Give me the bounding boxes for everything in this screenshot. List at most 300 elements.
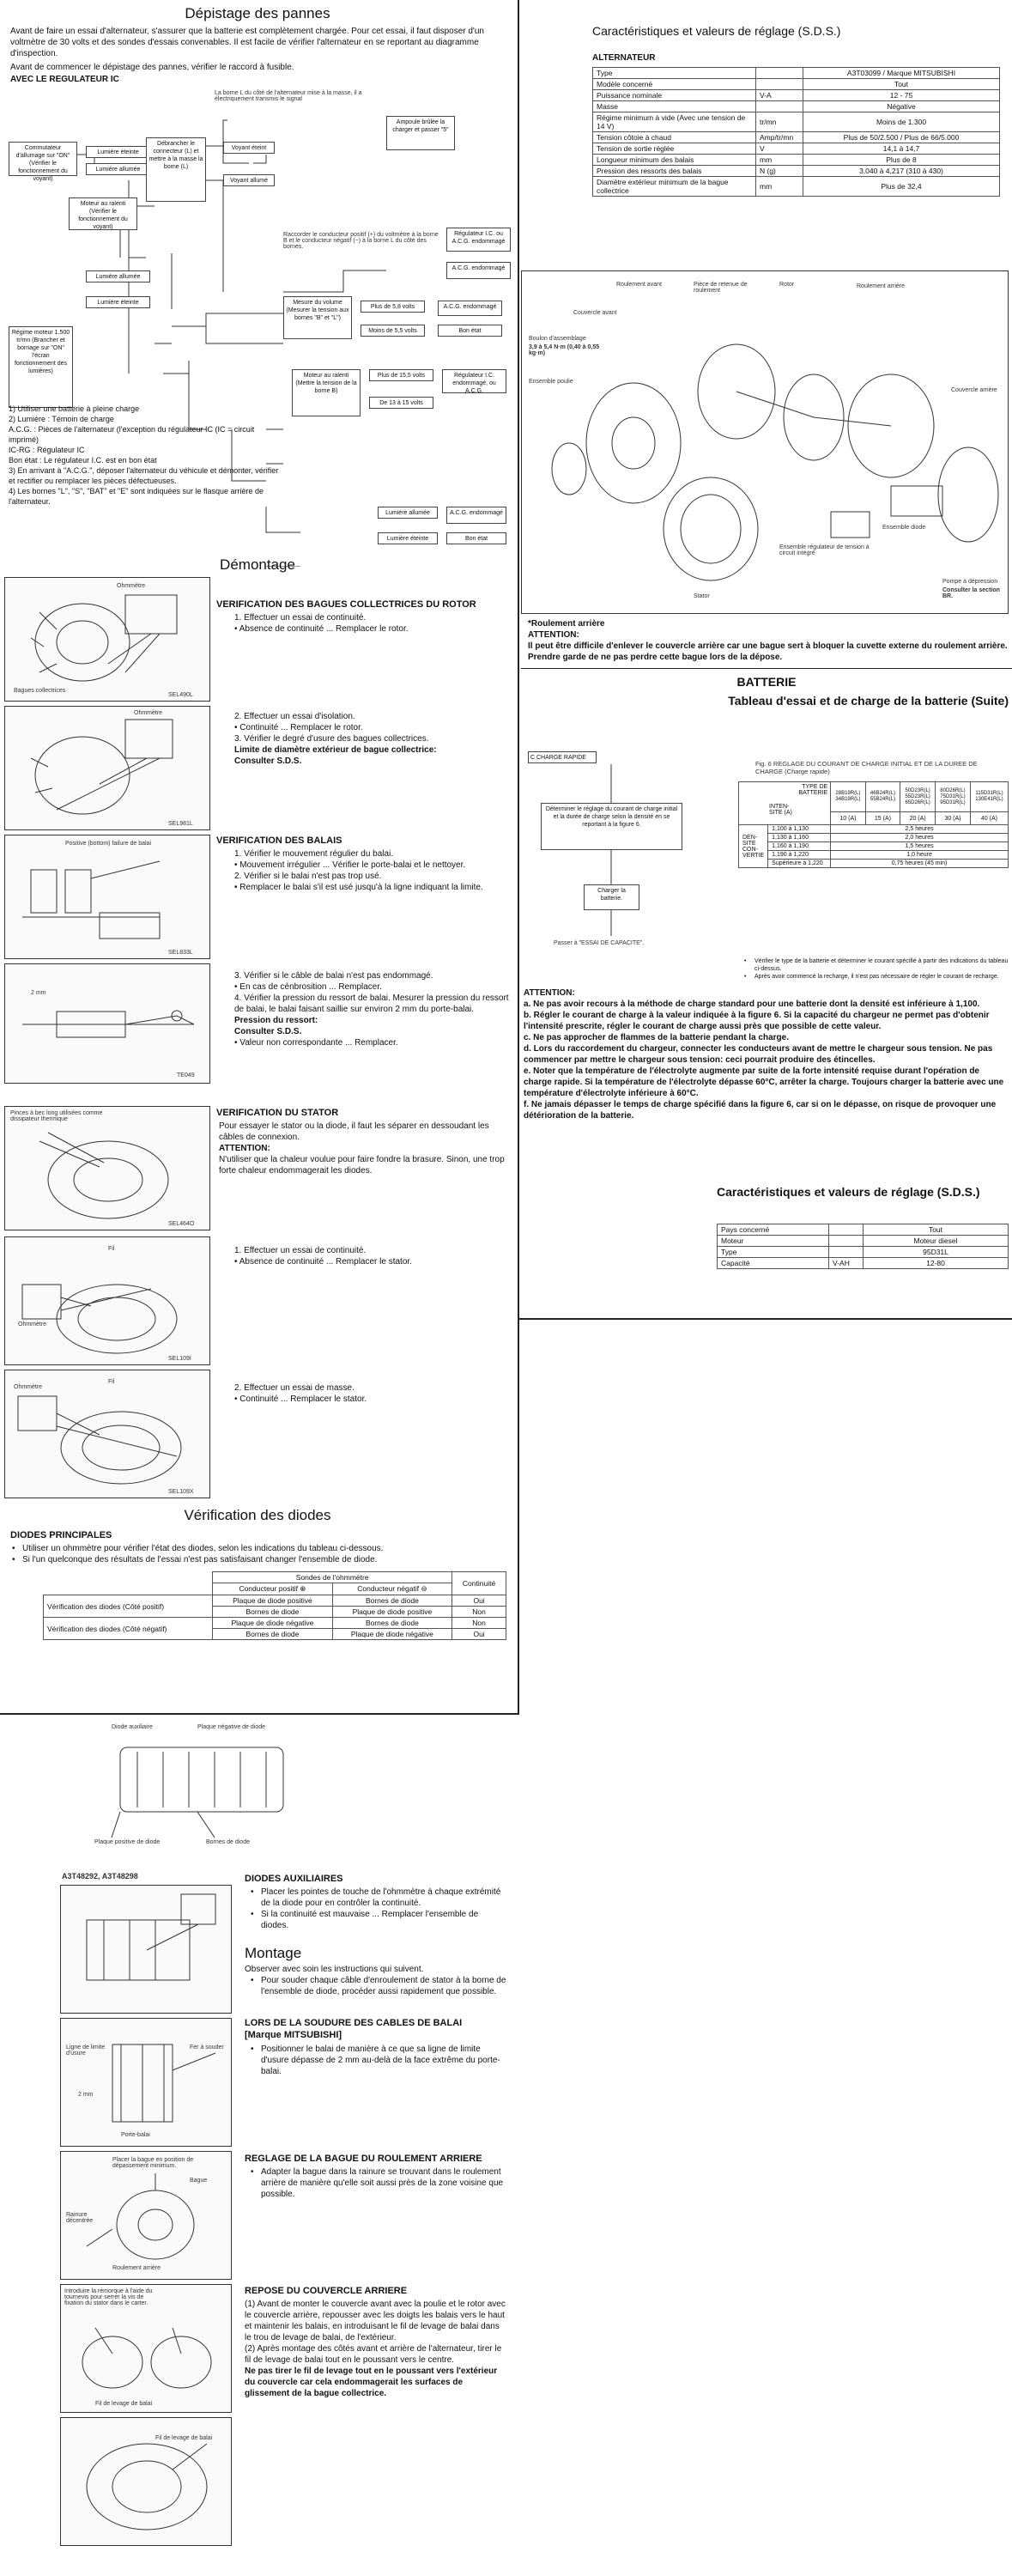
sds-title: Caractéristiques et valeurs de réglage (S.D.S.) — [592, 24, 841, 38]
fig-code: SEL109X — [168, 1489, 194, 1495]
fig-code: SEL464O — [168, 1221, 195, 1227]
table-cell: 0,75 heures (45 min) — [831, 860, 1009, 868]
type: 55D23R(L) — [905, 793, 930, 799]
flow-lumiere-allumee: Lumière allumée — [86, 270, 150, 283]
table-row — [593, 112, 1000, 132]
fig6-type-cell — [865, 782, 900, 812]
table-cell: tr/mn — [756, 112, 803, 132]
diodes-bullets — [10, 1543, 508, 1565]
repose-item: (2) Après montage des côtés avant et arrière de l'alternateur, tirer le fil de levage de balai tout en le poussant vers le centre. — [245, 2344, 502, 2365]
bullet: • Vérifier le type de la batterie et déterminer le courant spécifié à partir des indications du tableau ci-dessus. — [742, 957, 1009, 973]
bullet: • Si l'un quelconque des résultats de l'essai n'est pas satisfaisant changer l'ensemble de diode. — [10, 1554, 508, 1565]
flow-bon-etat: Bon état — [438, 325, 502, 337]
note-line: IC-RG : Régulateur IC — [9, 446, 85, 454]
table-row — [739, 860, 1009, 868]
fig-label: Couvercle arrière — [951, 387, 997, 393]
table-cell: V-A — [756, 90, 803, 101]
table-cell — [829, 1224, 864, 1236]
table-cell — [44, 1583, 213, 1595]
table-cell: Vérification des diodes (Côté positif) — [44, 1595, 213, 1618]
fig-label: 2 mm — [31, 990, 46, 996]
fig-label: Ohmmètre — [117, 583, 146, 589]
table-cell: 1,160 à 1,190 — [768, 842, 831, 851]
fig6-dens-header: DEN-SITE CON-VERTIE — [739, 825, 768, 868]
table-cell: 12 - 75 — [803, 90, 1000, 101]
table-row — [718, 1236, 1009, 1247]
table-cell: mm — [756, 155, 803, 166]
ic-regulator-subtitle: AVEC LE REGULATEUR IC — [10, 75, 119, 84]
table-header: Conducteur positif ⊕ — [213, 1583, 332, 1595]
table-cell: Bornes de diode — [332, 1595, 451, 1607]
fig-label: Fil — [108, 1379, 115, 1385]
fig-label: Introduire la rémorque à l'aide du tournevis pour serrer la vis de fixation du stator dans le carter. — [64, 2288, 153, 2306]
table-cell: N (g) — [756, 166, 803, 177]
table-cell: Pays concerné — [718, 1224, 829, 1236]
step: 2. Effectuer un essai d'isolation. — [234, 712, 355, 721]
fig-label: Rainure décentrée — [66, 2212, 94, 2224]
table-cell: 40 (A) — [970, 812, 1008, 825]
fig-label: Ensemble poulie — [529, 379, 573, 385]
bullet: • Pour souder chaque câble d'enroulement de stator à la borne de l'ensemble de diode, procéder aussi rapidement que possible. — [249, 1975, 506, 1997]
table-cell: Moins de 1.300 — [803, 112, 1000, 132]
fig-label: 3,9 à 5,4 N·m (0,40 à 0,55 kg·m) — [529, 344, 600, 356]
fig6-head-type: TYPE DE BATTERIE — [798, 784, 828, 796]
table-cell: Amp/tr/mn — [756, 132, 803, 143]
flow-acg-damaged-2: A.C.G. endommagé — [438, 301, 502, 316]
fig-label: Roulement arrière — [857, 283, 906, 289]
table-cell: Tout — [803, 79, 1000, 90]
table-header: Sondes de l'ohmmètre — [213, 1572, 452, 1583]
fig-code: SEL109I — [168, 1356, 191, 1362]
fig-label: Consulter la section BR. — [942, 587, 1000, 599]
table-cell: 2,5 heures — [831, 825, 1009, 834]
step: • Remplacer le balai s'il est usé jusqu'à la ligne indiquant la limite. — [234, 883, 483, 892]
montage-title: Montage — [245, 1945, 302, 1961]
diodes-subtitle: DIODES PRINCIPALES — [10, 1530, 112, 1540]
figure-stator-desolder — [4, 1106, 210, 1230]
table-cell: Type — [593, 68, 756, 79]
table-cell: Bornes de diode — [213, 1607, 332, 1618]
section-heading-stator: VERIFICATION DU STATOR — [216, 1108, 339, 1118]
battery-flow-lines — [515, 764, 704, 936]
table-row — [739, 825, 1009, 834]
attention-item: e. Noter que la température de l'électrolyte augmente par suite de la forte intensité requise durant l'opération de charge rapide. Si la température de l'électrolyte dépasse 60°C, arrêter la charge. Toujours charger la batterie avec une température d'électrolyte inférieure à 60°C. — [524, 1066, 1004, 1098]
step: Limite de diamètre extérieur de bague collectrice: — [234, 745, 437, 755]
battery-sds-title: Caractéristiques et valeurs de réglage (S.D.S.) — [717, 1185, 980, 1199]
table-cell: Tension de sortie réglée — [593, 143, 756, 155]
fig-label: Roulement avant — [616, 282, 662, 288]
table-cell: Régime minimum à vide (Avec une tension de 14 V) — [593, 112, 756, 132]
table-cell: Masse — [593, 101, 756, 112]
flow-lumiere-eteinte-2: Lumière éteinte — [378, 532, 438, 544]
step: 1. Effectuer un essai de continuité. — [234, 1246, 367, 1255]
table-row — [718, 1247, 1009, 1258]
flow-note-mid: Raccorder le conducteur positif (+) du voltmètre à la borne B et le conducteur négatif (−) à la borne L du côté des bornes. — [283, 232, 439, 250]
flow-lumiere-eteinte: Lumière éteinte — [86, 296, 150, 308]
attention2-items — [524, 999, 1009, 1121]
diodes-title: Vérification des diodes — [184, 1507, 331, 1523]
table-cell: 1,5 heures — [831, 842, 1009, 851]
figure-rear-bearing-ring — [60, 2151, 232, 2280]
figure-brush-wear — [4, 835, 210, 959]
fig6-type-cell — [970, 782, 1008, 812]
flow-motor-idle: Moteur au ralenti (Vérifier le fonctionnement du voyant) — [69, 197, 137, 230]
fig-label: Bornes de diode — [206, 1839, 250, 1845]
fig-label: Plaque négative de diode — [197, 1724, 266, 1730]
rotor-insulation-steps — [219, 711, 511, 767]
step: • Absence de continuité ... Remplacer le rotor. — [234, 624, 409, 634]
step: Consulter S.D.S. — [234, 1027, 302, 1036]
figure-stator-continuity — [4, 1236, 210, 1365]
table-cell: Modèle concerné — [593, 79, 756, 90]
note-line: 2) Lumière : Témoin de charge — [9, 415, 114, 423]
stator-line: N'utiliser que la chaleur voulue pour faire fondre la brasure. Sinon, une trop forte chaleur endommagerait les diodes. — [219, 1155, 505, 1176]
flow-moins-5-5: Moins de 5,5 volts — [361, 325, 425, 337]
soudure-bullets — [249, 2044, 506, 2077]
fig-label: Fil de levage de balai — [95, 2401, 153, 2407]
step: 1. Vérifier le mouvement régulier du balai. — [234, 849, 394, 859]
aux-diode-code: A3T48292, A3T48298 — [62, 1872, 138, 1880]
repose-item: Ne pas tirer le fil de levage tout en le poussant vers l'extérieur du couvercle car cela endommagerait les surfaces de glissement de la bague collectrice. — [245, 2366, 498, 2398]
brush-spring-steps — [219, 970, 511, 1048]
flow-replace-bulb: Ampoule brûlée la charger et passer "5" — [386, 116, 455, 150]
table-row — [718, 1224, 1009, 1236]
table-header: Conducteur négatif ⊖ — [332, 1583, 451, 1595]
table-cell: 95D31L — [864, 1247, 1009, 1258]
fig6-type-cell — [831, 782, 866, 812]
rotor-steps — [219, 612, 511, 635]
note-line: Bon état : Le régulateur I.C. est en bon état — [9, 456, 157, 465]
flow-plus-5-8: Plus de 5,8 volts — [361, 301, 425, 313]
attention2-label: ATTENTION: — [524, 988, 575, 998]
battery-title: BATTERIE — [736, 675, 797, 689]
demontage-title: Démontage — [220, 556, 295, 573]
step: Pression du ressort: — [234, 1016, 318, 1025]
fig-label: Ohmmètre — [18, 1321, 47, 1327]
table-row — [593, 68, 1000, 79]
table-cell: A3T03099 / Marque MITSUBISHI — [803, 68, 1000, 79]
fig-label: Fil — [108, 1246, 115, 1252]
soudure-subtitle: [Marque MITSUBISHI] — [245, 2030, 342, 2040]
flow-note-top: La borne L du côté de l'alternateur mise à la masse, il a électriquement transmis le signal — [215, 90, 362, 102]
aux-diodes-bullets — [249, 1886, 506, 1931]
flow-determine-current: Déterminer le réglage du courant de charge initial et la durée de charge selon la densité en se reportant à la figure 6. — [541, 803, 682, 850]
stator-continuity-steps — [219, 1245, 511, 1267]
flow-acg-damaged-1: A.C.G. endommagé — [446, 262, 511, 279]
table-cell — [756, 101, 803, 112]
step: 1. Effectuer un essai de continuité. — [234, 613, 367, 623]
flow-reg-ic-acg: Régulateur I.C. ou A.C.G. endommagé — [446, 228, 511, 252]
fig-label: Stator — [694, 593, 710, 599]
figure-brush-soldering — [60, 2018, 232, 2147]
table-cell: 20 (A) — [900, 812, 936, 825]
intro-text: Avant de faire un essai d'alternateur, s'assurer que la batterie est complètement chargée. Pour cet essai, il faut disposer d'un voltmètre de 30 volts et des sondes d'essais convenables. Il est facile de vérifier l'alternateur en se reportant au diagramme d'inspection. — [10, 27, 484, 58]
type: 95D31R(L) — [940, 799, 966, 805]
type: 50D23R(L) — [905, 787, 930, 793]
flow-bon-etat-2: Bon état — [446, 532, 506, 544]
fuse-note: Avant de commencer le dépistage des pannes, vérifier le raccord à fusible. — [10, 63, 294, 72]
table-row — [593, 166, 1000, 177]
fig-label: Bagues collectrices — [14, 688, 66, 694]
fig-label: Ohmmètre — [134, 710, 163, 716]
battery-subtitle: Tableau d'essai et de charge de la batterie (Suite) — [728, 694, 1009, 708]
stator-ground-steps — [219, 1382, 511, 1405]
bullet: • Après avoir commencé la recharge, il n'est pas nécessaire de régler le courant de recharge. — [742, 973, 1009, 981]
alternator-label: ALTERNATEUR — [592, 53, 656, 63]
table-row — [593, 79, 1000, 90]
table-cell: Non — [452, 1607, 506, 1618]
flow-voyant-eteint: Voyant éteint — [223, 142, 275, 154]
table-cell: V-AH — [829, 1258, 864, 1269]
table-row — [44, 1618, 506, 1629]
step: • Valeur non correspondante ... Remplacer. — [234, 1038, 398, 1048]
bullet: • Adapter la bague dans la rainure se trouvant dans le roulement arrière de manière qu'elle soit aussi près de la zone voisine que possible. — [249, 2166, 506, 2200]
type: 130E41R(L) — [975, 797, 1003, 803]
table-cell — [829, 1247, 864, 1258]
table-row — [593, 155, 1000, 166]
fig-code: TE049 — [177, 1072, 195, 1078]
table-row — [718, 1258, 1009, 1269]
table-cell: Plus de 8 — [803, 155, 1000, 166]
bullet: • Positionner le balai de manière à ce que sa ligne de limite d'usure dépasse de 2 mm au-delà de la face extrême du porte-balai. — [249, 2044, 506, 2077]
rear-bearing-title: *Roulement arrière — [528, 619, 605, 629]
flow-reg-2: Régulateur I.C. endommagé, ou A.C.G. — [442, 369, 506, 393]
type: 80D26R(L) — [940, 787, 966, 793]
table-cell: Pression des ressorts des balais — [593, 166, 756, 177]
table-cell: mm — [756, 177, 803, 197]
fig-label: Plaque positive de diode — [94, 1839, 161, 1845]
flow-voyant-allume: Voyant allumé — [223, 174, 275, 186]
table-cell: 12-80 — [864, 1258, 1009, 1269]
type: 34B19R(L) — [835, 797, 861, 803]
fig-label: 2 mm — [78, 2092, 94, 2098]
fig-label: Pompe à dépression — [942, 579, 998, 585]
soudure-title: LORS DE LA SOUDURE DES CABLES DE BALAI — [245, 2018, 463, 2028]
table-cell: 1,190 à 1,220 — [768, 851, 831, 860]
table-cell: Tension côtoie à chaud — [593, 132, 756, 143]
table-row — [593, 143, 1000, 155]
stator-text — [219, 1121, 511, 1176]
table-cell: Oui — [452, 1595, 506, 1607]
table-cell: Supérieure à 1,220 — [768, 860, 831, 868]
table-cell: Capacité — [718, 1258, 829, 1269]
bullet: • Si la continuité est mauvaise ... Remplacer l'ensemble de diodes. — [249, 1909, 506, 1931]
brush-steps — [219, 848, 511, 893]
bague-title: REGLAGE DE LA BAGUE DU ROULEMENT ARRIERE — [245, 2154, 482, 2164]
figure-rear-cover-install — [60, 2284, 232, 2413]
fig6-notes — [742, 957, 1009, 981]
fig-label: Placer la bague en position de dépassement minimum. — [112, 2157, 194, 2169]
fig-label: Ensemble diode — [882, 525, 926, 531]
fig-label: Pièce de retenue de roulement — [694, 282, 748, 294]
fig-code: SEL833L — [168, 950, 193, 956]
fig-label: Fil de levage de balai — [155, 2435, 213, 2441]
table-cell — [829, 1236, 864, 1247]
figure-aux-diodes — [60, 1885, 232, 2014]
step: • Continuité ... Remplacer le stator. — [234, 1394, 367, 1404]
table-cell — [756, 79, 803, 90]
flow-charge-battery: Charger la batterie. — [584, 884, 639, 910]
attention-label: ATTENTION: — [528, 630, 579, 640]
flow-moteur-ralenti: Moteur au ralenti (Mettre la tension de la borne B) — [292, 369, 361, 416]
attention-item: f. Ne jamais dépasser le temps de charge spécifié dans la figure 6, car si on le dépasse, on risque de provoquer une détérioration de la batterie. — [524, 1100, 997, 1121]
stator-line: ATTENTION: — [219, 1144, 270, 1153]
table-cell: Bornes de diode — [213, 1629, 332, 1640]
flow-check-connector: Débrancher le connecteur (L) et mettre à la masse la borne (L) — [146, 137, 206, 202]
flow-13-15: De 13 à 15 volts — [369, 397, 433, 409]
note-line: 4) Les bornes "L", "S", "BAT" et "E" sont indiquées sur le flasque arrière de l'alternateur. — [9, 487, 264, 506]
fig6-title: Fig. 6 REGLAGE DU COURANT DE CHARGE INITIAL ET DE LA DUREE DE CHARGE (Charge rapide) — [755, 760, 978, 775]
step: 4. Vérifier la pression du ressort de balai. Mesurer la pression du ressort de balai, le balai faisant saillie sur environ 2 mm du porte-balai. — [234, 993, 509, 1014]
table-header — [739, 782, 831, 825]
step: • Absence de continuité ... Remplacer le stator. — [234, 1257, 412, 1267]
fig-label: Pinces à bec long utilisées comme dissipateur thermique — [10, 1110, 103, 1122]
table-cell: Bornes de diode — [332, 1618, 451, 1629]
note-line: 1) Utiliser une batterie à pleine charge — [9, 404, 140, 413]
table-cell: 10 (A) — [831, 812, 866, 825]
table-cell: Négative — [803, 101, 1000, 112]
figure-stator-ground — [4, 1370, 210, 1498]
step: • Mouvement irrégulier ... Vérifier le porte-balai et le nettoyer. — [234, 860, 466, 870]
table-cell: 1,130 à 1,160 — [768, 834, 831, 842]
step: 2. Vérifier si le balai n'est pas trop usé. — [234, 872, 382, 881]
flowchart-notes — [9, 404, 283, 507]
repose-item: (1) Avant de monter le couvercle avant avec la poulie et le rotor avec le couvercle arrière, repousser avec les doigts les balais vers le haut et maintenir les balais, en introduisant le fil de levage de balai dans le trou de levage de balai, de l'extérieur. — [245, 2300, 506, 2342]
type: 55B24R(L) — [870, 797, 895, 803]
fig-label: Positive (bottom) failure de balai — [65, 841, 151, 847]
bague-bullets — [249, 2166, 506, 2200]
fig6-type-cell — [936, 782, 971, 812]
fig-label: Roulement arrière — [112, 2265, 161, 2271]
table-cell: Vérification des diodes (Côté négatif) — [44, 1618, 213, 1640]
table-cell: Longueur minimum des balais — [593, 155, 756, 166]
table-cell: Non — [452, 1618, 506, 1629]
table-cell: Plaque de diode négative — [213, 1618, 332, 1629]
table-cell: Plaque de diode positive — [332, 1607, 451, 1618]
table-cell: V — [756, 143, 803, 155]
bullet: • Utiliser un ohmmètre pour vérifier l'état des diodes, selon les indications du tableau ci-dessous. — [10, 1543, 508, 1554]
fig-label: Rotor — [779, 282, 795, 288]
table-row — [593, 132, 1000, 143]
table-cell: Puissance nominale — [593, 90, 756, 101]
table-cell: 3,040 à 4,217 (310 à 430) — [803, 166, 1000, 177]
table-cell: Plaque de diode positive — [213, 1595, 332, 1607]
table-cell: Diamètre extérieur minimum de la bague collectrice — [593, 177, 756, 197]
figure-alternator-exploded — [521, 270, 1009, 614]
fig-label: Ensemble régulateur de tension à circuit intégré — [779, 544, 870, 556]
fig6-table — [738, 781, 1009, 868]
fig-label: Couvercle avant — [573, 310, 617, 316]
fig-label: Porte-balai — [121, 2132, 150, 2138]
table-cell: Moteur diesel — [864, 1236, 1009, 1247]
fig-label: Boulon d'assemblage — [529, 336, 586, 342]
flow-lamp-allumee: Lumière allumée — [86, 163, 150, 175]
step: Consulter S.D.S. — [234, 756, 302, 766]
alternator-spec-table — [592, 67, 1000, 197]
attention-item: b. Régler le courant de charge à la valeur indiquée à la figure 6. Si la capacité du chargeur ne permet pas d'obtenir l'intensité prescrite, régler le courant de charge aussi près que possible de cette valeur. — [524, 1011, 990, 1031]
figure-brush-spring — [4, 963, 210, 1084]
step: • En cas de cénbrosition ... Remplacer. — [234, 982, 382, 992]
table-cell: Plus de 50/2.500 / Plus de 66/5.000 — [803, 132, 1000, 143]
battery-rule — [521, 668, 1012, 669]
table-cell: 1,0 heure — [831, 851, 1009, 860]
table-row — [739, 851, 1009, 860]
attention-item: d. Lors du raccordement du chargeur, connecter les conducteurs avant de mettre le chargeur sous tension. Ne pas commencer par mettre le chargeur sous tension: ceci pourrait produire des étincelles. — [524, 1044, 993, 1065]
fig-label: Bague — [190, 2178, 208, 2184]
table-row — [739, 842, 1009, 851]
right-column-bottom-rule — [518, 1318, 1012, 1320]
fig-label: Fer à souder — [190, 2044, 224, 2050]
step: 2. Effectuer un essai de masse. — [234, 1383, 355, 1393]
table-row — [593, 177, 1000, 197]
step: • Continuité ... Remplacer le rotor. — [234, 723, 363, 732]
flow-lamp-eteinte: Lumière éteinte — [86, 146, 150, 158]
flow-regime-1500: Régime moteur 1.500 tr/mn (Brancher et bornage sur "ON" l'écran fonctionnement des lumières) — [9, 326, 73, 408]
flow-lumiere-allumee-2: Lumière allumée — [378, 507, 438, 519]
left-column-bottom-rule — [0, 1713, 519, 1715]
repose-text — [245, 2299, 506, 2399]
figure-slip-ring-insulation — [4, 706, 210, 830]
figure-diode-plate — [94, 1717, 309, 1855]
table-row — [44, 1595, 506, 1607]
fig6-head-int: INTEN-SITE (A) — [769, 804, 792, 816]
table-cell: Moteur — [718, 1236, 829, 1247]
stator-line: Pour essayer le stator ou la diode, il faut les séparer en dessoudant les câbles de connexion. — [219, 1121, 489, 1142]
table-header: Continuité — [452, 1572, 506, 1595]
table-cell: 1,100 à 1,130 — [768, 825, 831, 834]
montage-intro: Observer avec soin les instructions qui suivent. — [245, 1965, 424, 1974]
fig-code: SEL490L — [168, 692, 193, 698]
table-cell: Oui — [452, 1629, 506, 1640]
flow-plus-15-5: Plus de 15,5 volts — [369, 369, 433, 381]
attention-item: c. Ne pas approcher de flammes de la batterie pendant la charge. — [524, 1033, 789, 1042]
type: 46B24R(L) — [870, 791, 895, 797]
note-line: A.C.G. : Pièces de l'alternateur (l'exception du régulateur IC (IC = circuit imprimé) — [9, 425, 255, 444]
table-cell: Tout — [864, 1224, 1009, 1236]
table-row — [593, 101, 1000, 112]
table-cell: 15 (A) — [865, 812, 900, 825]
type: 115D31R(L) — [975, 791, 1003, 797]
fig-label: Diode auxiliaire — [112, 1724, 153, 1730]
rear-bearing-text: Il peut être difficile d'enlever le couvercle arrière car une bague sert à bloquer la cuvette externe du roulement arrière. Prendre garde de ne pas perdre cette bague lors de la dépose. — [528, 641, 1008, 662]
table-cell: Plus de 32,4 — [803, 177, 1000, 197]
figure-slip-ring-continuity — [4, 577, 210, 702]
flow-start-box: Commutateur d'allumage sur "ON" (Vérifier le fonctionnement du voyant) — [9, 142, 77, 176]
table-cell: 14,1 à 14,7 — [803, 143, 1000, 155]
figure-brush-lift-wire — [60, 2417, 232, 2546]
diode-test-table — [43, 1571, 506, 1640]
step: 3. Vérifier si le câble de balai n'est pas endommagé. — [234, 971, 433, 981]
flow-go-capacity: Passer à "ESSAI DE CAPACITE". — [554, 940, 645, 946]
bullet: • Placer les pointes de touche de l'ohmmètre à chaque extrémité de la diode pour en contrôler la continuité. — [249, 1886, 506, 1909]
aux-diodes-title: DIODES AUXILIAIRES — [245, 1874, 343, 1884]
repose-title: REPOSE DU COUVERCLE ARRIERE — [245, 2286, 408, 2296]
flow-measure-voltage: Mesure du volume (Mesurer la tension aux bornes "B" et "L") — [283, 296, 352, 339]
step: 3. Vérifier le degré d'usure des bagues collectrices. — [234, 734, 429, 744]
note-line: 3) En arrivant à "A.C.G.", déposer l'alternateur du véhicule et démonter, vérifier et rectifier ou remplacer les pièces défectueuses. — [9, 466, 279, 485]
page-title-depistage: Dépistage des pannes — [185, 5, 330, 21]
fig-code: SEL981L — [168, 821, 193, 827]
table-cell — [756, 68, 803, 79]
attention-item: a. Ne pas avoir recours à la méthode de charge standard pour une batterie dont la densité est inférieure à 1,100. — [524, 999, 980, 1009]
fig-label: Ligne de limite d'usure — [66, 2044, 106, 2057]
table-row — [593, 90, 1000, 101]
flow-acg-damaged-3: A.C.G. endommagé — [446, 507, 506, 524]
charge-rapide-label: C CHARGE RAPIDE — [528, 751, 597, 763]
battery-sds-table — [717, 1224, 1009, 1269]
table-row — [739, 834, 1009, 842]
section-heading-balais: VERIFICATION DES BALAIS — [216, 835, 342, 846]
